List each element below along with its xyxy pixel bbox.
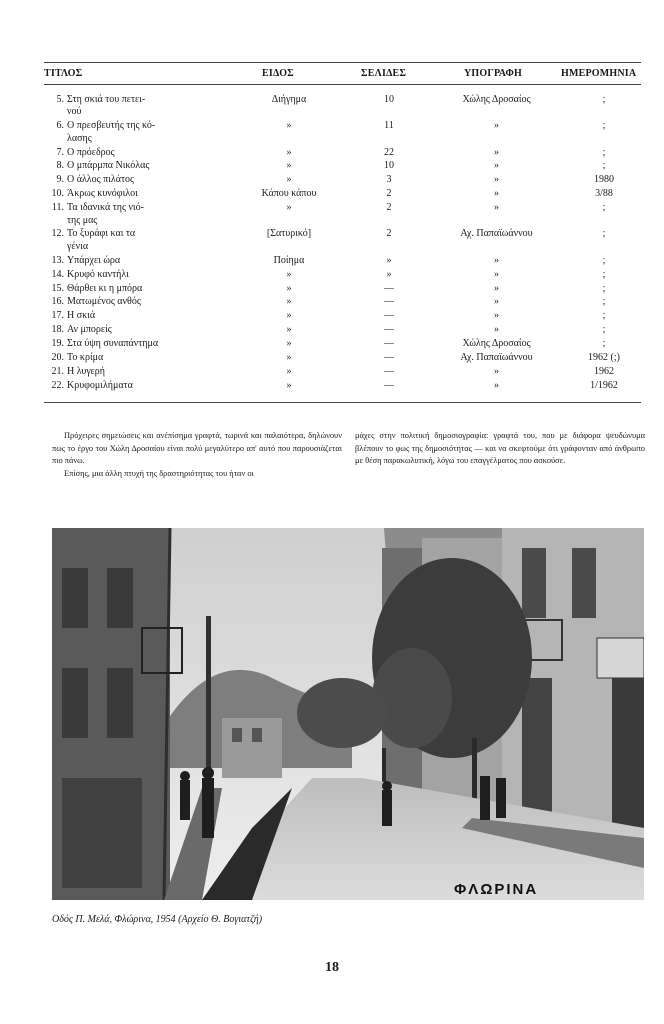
cell-signature: » xyxy=(494,202,499,214)
table-row xyxy=(44,283,644,297)
header-kind: ΕΙΔΟΣ xyxy=(262,68,294,79)
cell-signature: » xyxy=(494,254,499,266)
row-title-continued: γένια xyxy=(67,240,89,252)
row-number: 18. xyxy=(51,324,64,336)
cell-pages: — xyxy=(384,351,394,363)
photo-caption: Οδός Π. Μελά, Φλώρινα, 1954 (Αρχείο Θ. Βογιατζή) xyxy=(52,914,263,925)
cell-signature: » xyxy=(494,160,499,172)
cell-pages: 2 xyxy=(386,228,392,240)
cell-signature: » xyxy=(494,174,499,186)
cell-pages: 22 xyxy=(384,146,394,158)
cell-kind: » xyxy=(286,174,292,186)
cell-title xyxy=(44,366,224,378)
table-row xyxy=(44,324,644,338)
cell-title xyxy=(44,188,224,200)
cell-title xyxy=(44,120,224,145)
row-number: 22. xyxy=(51,379,64,391)
cell-pages: 2 xyxy=(386,202,392,214)
cell-kind: » xyxy=(286,282,292,294)
cell-date: ; xyxy=(602,310,606,322)
cell-date: ; xyxy=(602,94,606,105)
row-title: Κρυφό καντήλι xyxy=(67,268,129,280)
cell-signature: Χώλης Δροσαίος xyxy=(462,94,531,105)
cell-kind: » xyxy=(286,146,292,158)
cell-pages: 3 xyxy=(386,174,392,186)
row-title: Το ξυράφι και τα xyxy=(67,228,136,240)
cell-signature: » xyxy=(494,324,499,336)
cell-date: 1980 xyxy=(594,174,614,186)
paragraph: μάχες στην πολιτική δημοσιογραφία: γραφτά του, που με διάφορα ψευδώνυμα βλέπουν το φως της δημοσιότητας — και να σκεφτούμε ότι γράφονταν από άνθρωπο με θέση παρακωλυτική, λόγω του επαγγέλματος που ασκούσε. xyxy=(355,431,645,465)
table-row xyxy=(44,174,644,188)
cell-signature: » xyxy=(494,365,499,377)
row-title: Στα ύψη συναπάντημα xyxy=(67,338,159,350)
table-row xyxy=(44,147,644,161)
cell-title xyxy=(44,94,224,119)
cell-kind: Διήγημα xyxy=(271,94,307,105)
cell-signature: » xyxy=(494,296,499,308)
row-number: 12. xyxy=(51,228,64,240)
row-number: 19. xyxy=(51,338,64,350)
header-date: ΗΜΕΡΟΜΗΝΙΑ xyxy=(561,68,637,79)
table-row xyxy=(44,366,644,380)
row-number: 10. xyxy=(51,188,64,200)
row-title: Στη σκιά του πετει- xyxy=(67,94,146,105)
cell-date: 1/1962 xyxy=(590,379,618,391)
cell-pages: 10 xyxy=(384,94,394,105)
row-title: Ο πρεσβευτής της κό- xyxy=(67,120,156,132)
cell-pages: — xyxy=(384,324,394,336)
page-number: 18 xyxy=(325,960,339,975)
cell-date: ; xyxy=(602,228,606,240)
row-number: 15. xyxy=(51,282,64,294)
table-row xyxy=(44,380,644,394)
row-title: Άκρως κυνόφιλοι xyxy=(67,188,138,200)
cell-title xyxy=(44,174,224,186)
paragraph: Επίσης, μια άλλη πτυχή της δραστηριότητας του ήταν οι xyxy=(64,468,254,478)
street-photo-image xyxy=(52,528,644,900)
cell-signature: » xyxy=(494,379,499,391)
cell-pages: — xyxy=(384,379,394,391)
cell-kind: Ποίημα xyxy=(273,254,305,266)
row-title: Ο πρόεδρος xyxy=(67,146,115,158)
street-photo xyxy=(52,528,644,900)
row-number: 21. xyxy=(51,365,64,377)
cell-date: ; xyxy=(602,268,606,280)
row-number: 13. xyxy=(51,254,64,266)
cell-title xyxy=(44,324,224,336)
cell-title xyxy=(44,228,224,253)
cell-kind: » xyxy=(286,296,292,308)
cell-kind: » xyxy=(286,338,292,350)
row-number: 14. xyxy=(51,268,64,280)
cell-kind: Κάπου κάπου xyxy=(261,188,317,200)
cell-date: ; xyxy=(602,160,606,172)
cell-pages: — xyxy=(384,338,394,350)
table-row xyxy=(44,296,644,310)
cell-date: ; xyxy=(602,254,606,266)
row-number: 11. xyxy=(51,202,64,214)
cell-signature: » xyxy=(494,282,499,294)
photo-sign-text: ΦΛΩΡΙΝΑ xyxy=(454,881,539,898)
cell-pages: 11 xyxy=(384,120,394,132)
cell-title xyxy=(44,255,224,267)
row-title: Ο μπάρμπα Νικόλας xyxy=(67,160,150,172)
header-signature: ΥΠΟΓΡΑΦΗ xyxy=(464,68,522,79)
cell-signature: » xyxy=(494,146,499,158)
cell-date: ; xyxy=(602,146,606,158)
cell-title xyxy=(44,310,224,322)
row-number: 20. xyxy=(51,351,64,363)
row-title-continued: νού xyxy=(67,106,82,118)
cell-title xyxy=(44,160,224,172)
row-number: 16. xyxy=(51,296,64,308)
row-title: Τα ιδανικά της νιό- xyxy=(67,202,144,214)
cell-signature: » xyxy=(494,188,499,200)
cell-pages: — xyxy=(384,310,394,322)
cell-title xyxy=(44,202,224,227)
table-row xyxy=(44,269,644,283)
cell-pages: » xyxy=(386,254,392,266)
cell-kind: » xyxy=(286,268,292,280)
cell-title xyxy=(44,352,224,364)
header-pages: ΣΕΛΙΔΕΣ xyxy=(361,68,407,79)
table-row xyxy=(44,120,644,146)
cell-kind: » xyxy=(286,202,292,214)
cell-kind: » xyxy=(286,351,292,363)
row-number: 8. xyxy=(56,160,64,172)
paragraph: Πρόχειρες σημειώσεις και ανέπίσημα γραφτά, τωρινά και παλαιότερα, δηλώνουν πως το έργο του Χώλη Δροσαίου είναι πολύ μεγαλύτερο απ' αυτό που παρουσιάζεται πιο πάνω. xyxy=(52,431,342,465)
table-row xyxy=(44,352,644,366)
table-header-rule xyxy=(44,84,641,85)
row-number: 9. xyxy=(56,174,64,186)
text-column-left xyxy=(52,430,342,480)
cell-date: ; xyxy=(602,296,606,308)
row-title-continued: της μας xyxy=(67,214,98,226)
cell-kind: » xyxy=(286,120,292,132)
cell-title xyxy=(44,147,224,159)
row-title: Αν μπορείς xyxy=(67,324,112,336)
cell-kind: » xyxy=(286,310,292,322)
row-title: Υπάρχει ώρα xyxy=(67,254,121,266)
cell-signature: » xyxy=(494,120,499,132)
cell-date: 1962 (;) xyxy=(588,351,620,363)
cell-date: 1962 xyxy=(594,365,614,377)
cell-signature: Χώλης Δροσαίος xyxy=(462,338,531,350)
cell-pages: — xyxy=(384,282,394,294)
header-title: ΤΙΤΛΟΣ xyxy=(44,68,83,79)
row-number: 5. xyxy=(56,94,64,105)
cell-pages: — xyxy=(384,296,394,308)
cell-pages: — xyxy=(384,365,394,377)
cell-pages: 2 xyxy=(386,188,392,200)
table-bottom-rule xyxy=(44,402,641,403)
table-row xyxy=(44,188,644,202)
cell-title xyxy=(44,296,224,308)
row-title: Η λυγερή xyxy=(67,365,106,377)
text-column-right xyxy=(355,430,645,468)
row-title: Θάρθει κι η μπόρα xyxy=(67,282,143,294)
row-title-continued: λασης xyxy=(67,132,92,144)
row-number: 17. xyxy=(51,310,64,322)
table-row xyxy=(44,160,644,174)
cell-title xyxy=(44,269,224,281)
cell-title xyxy=(44,338,224,350)
row-number: 7. xyxy=(56,146,64,158)
row-title: Ματωμένος ανθός xyxy=(67,296,141,308)
row-number: 6. xyxy=(56,120,64,132)
cell-date: ; xyxy=(602,120,606,132)
cell-date: ; xyxy=(602,202,606,214)
cell-title xyxy=(44,380,224,392)
cell-signature: » xyxy=(494,310,499,322)
row-title: Το κρίμα xyxy=(67,351,104,363)
table-row xyxy=(44,310,644,324)
cell-date: ; xyxy=(602,324,606,336)
table-row xyxy=(44,228,644,254)
cell-kind: » xyxy=(286,324,292,336)
cell-pages: » xyxy=(386,268,392,280)
cell-signature: » xyxy=(494,268,499,280)
row-title: Η σκιά xyxy=(67,310,96,322)
table-row xyxy=(44,338,644,352)
cell-date: ; xyxy=(602,282,606,294)
cell-signature: Αχ. Παπαϊωάννου xyxy=(460,351,533,363)
table-body xyxy=(44,94,644,394)
row-title: Ο άλλος πιλάτος xyxy=(67,174,134,186)
cell-signature: Αχ. Παπαϊωάννου xyxy=(460,228,533,240)
cell-kind: [Σατυρικό] xyxy=(266,228,312,240)
cell-date: ; xyxy=(602,338,606,350)
cell-pages: 10 xyxy=(384,160,394,172)
table-row xyxy=(44,202,644,228)
table-row xyxy=(44,94,644,120)
row-title: Κρυφομιλήματα xyxy=(67,379,133,391)
cell-kind: » xyxy=(286,379,292,391)
table-header xyxy=(44,62,644,84)
cell-date: 3/88 xyxy=(595,188,613,200)
cell-kind: » xyxy=(286,365,292,377)
table-row xyxy=(44,255,644,269)
cell-title xyxy=(44,283,224,295)
cell-kind: » xyxy=(286,160,292,172)
